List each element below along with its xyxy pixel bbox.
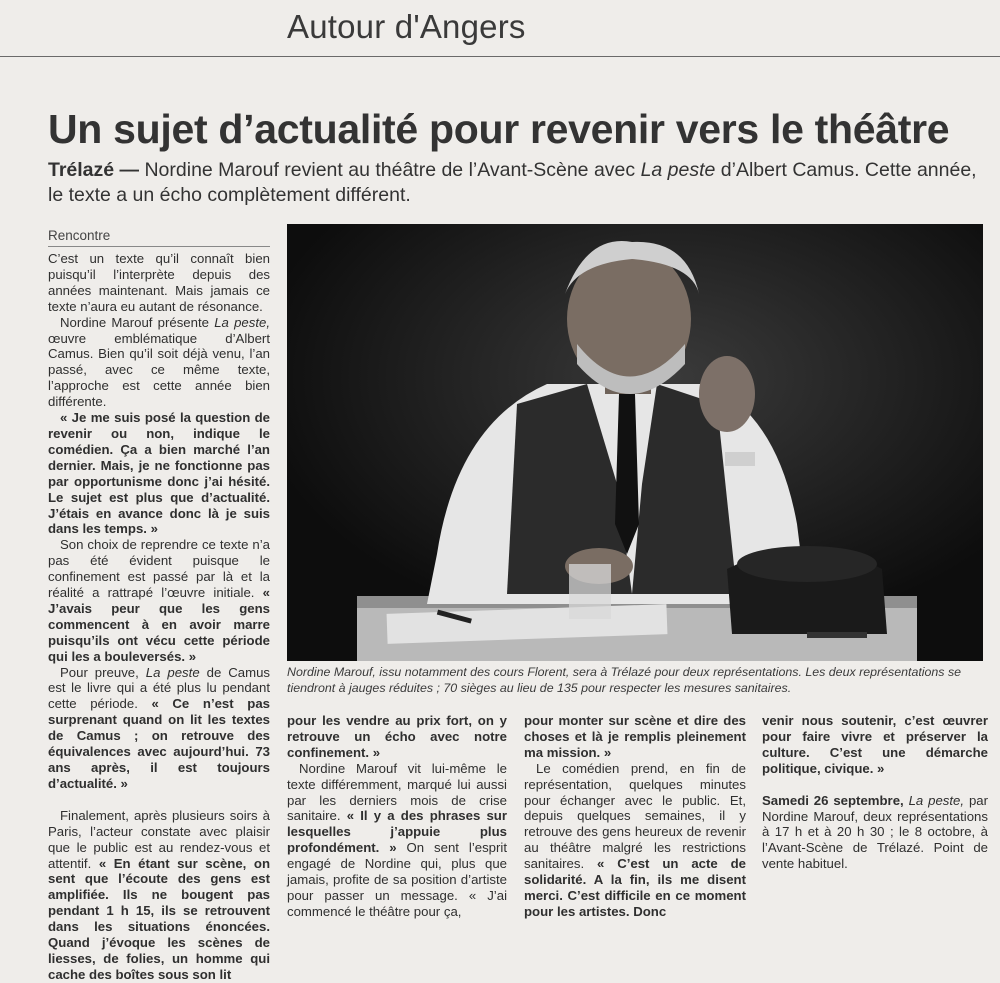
quote-paragraph: venir nous soutenir, c’est œuvrer pour faire vivre et préserver la culture. C’est une démarche politique, civique. »: [762, 713, 988, 776]
section-divider: [0, 56, 1000, 57]
article-column-4: [762, 713, 988, 913]
lead-place: Trélazé —: [48, 159, 140, 181]
event-info: Samedi 26 septembre, La peste, par Nordine Marouf, deux représentations à 17 h et à 20 h 30 ; le 8 octobre, à l’Avant-Scène de Trélazé. Point de vente habituel.: [762, 792, 988, 872]
lead-text-2: d’Albert Camus. Cette année, le texte a un écho complètement différent.: [48, 159, 977, 206]
photo-caption: Nordine Marouf, issu notamment des cours Florent, sera à Trélazé pour deux représentations. Les deux représentations se tiendront à jauges réduites ; 70 sièges au lieu de 135 pour respecter les mesures sanitaires.: [287, 665, 962, 695]
paragraph: Nordine Marouf vit lui-même le texte différemment, marqué lui aussi par les derniers mois de crise sanitaire. « Il y a des phrases sur lesquelles j’appuie plus profondément. » On sent l’esprit engagé de Nordine qui, plus que jamais, profite de sa position d’artiste pour passer un message. « J’ai commencé le théâtre pour ça,: [287, 760, 507, 919]
paragraph: Finalement, après plusieurs soirs à Paris, l’acteur constate avec plaisir que le public est au rendez-vous et attentif. « En étant sur scène, on sent que l’écoute des gens est amplifiée. Ils ne bougent pas pendant 1 h 15, ils se retrouvent dans les situations énoncées. Quand j’évoque les scènes de liesses, de folies, un homme qui cache des boîtes sous son lit: [48, 807, 270, 982]
quote-paragraph: pour les vendre au prix fort, on y retrouve un écho avec notre confinement. »: [287, 713, 507, 760]
paragraph: Nordine Marouf présente La peste, œuvre emblématique d’Albert Camus. Bien qu’il soit déjà venu, l’an passé, avec ce même texte, l’approche est cette année bien différente.: [48, 314, 270, 410]
lead-title: La peste: [640, 159, 716, 181]
article-photo: [287, 224, 983, 661]
lead-paragraph: [48, 158, 988, 208]
headline: Un sujet d’actualité pour revenir vers le théâtre: [48, 106, 950, 152]
actor-photo-image: [287, 224, 983, 661]
article-column-3: [524, 713, 746, 919]
rubric-label: Rencontre: [48, 228, 270, 247]
section-title: Autour d'Angers: [287, 8, 526, 45]
paragraph: Son choix de reprendre ce texte n’a pas été évident puisque le confinement est passé par là et la réalité a rattrapé l’œuvre initiale. « J’avais peur que les gens commencent à en avoir marre puisqu’ils ont vécu cette période qui les a bouleversés. »: [48, 537, 270, 664]
article-column-2: [287, 713, 507, 919]
quote-paragraph: « Je me suis posé la question de revenir ou non, indique le comédien. Ça a bien marché l’an dernier. Mais, je ne fonctionne pas par opportunisme donc j’ai hésité. Le sujet est plus que d’actualité. J’étais en avance donc là je suis dans les temps. »: [48, 410, 270, 537]
article-column-1: [48, 251, 271, 982]
quote-paragraph: pour monter sur scène et dire des choses et là je remplis pleinement ma mission. »: [524, 713, 746, 760]
paragraph: Le comédien prend, en fin de représentation, quelques minutes pour échanger avec le public. Et, depuis quelques semaines, il y retrouve des gens heureux de revenir au théâtre malgré les restrictions sanitaires. « C’est un acte de solidarité. A la fin, ils me disent merci. C’est difficile en ce moment pour les artistes. Donc: [524, 760, 746, 919]
paragraph: Pour preuve, La peste de Camus est le livre qui a été plus lu pendant cette période. « Ce n’est pas surprenant quand on lit les textes de Camus ; on retrouve des équivalences avec aujourd’hui. 73 ans après, il est toujours d’actualité. »: [48, 664, 271, 791]
lead-text-1: Nordine Marouf revient au théâtre de l’Avant-Scène avec: [139, 159, 641, 181]
paragraph: C’est un texte qu’il connaît bien puisqu’il l’interprète depuis des années maintenant. Mais jamais ce texte n’aura eu autant de résonance.: [48, 251, 270, 314]
